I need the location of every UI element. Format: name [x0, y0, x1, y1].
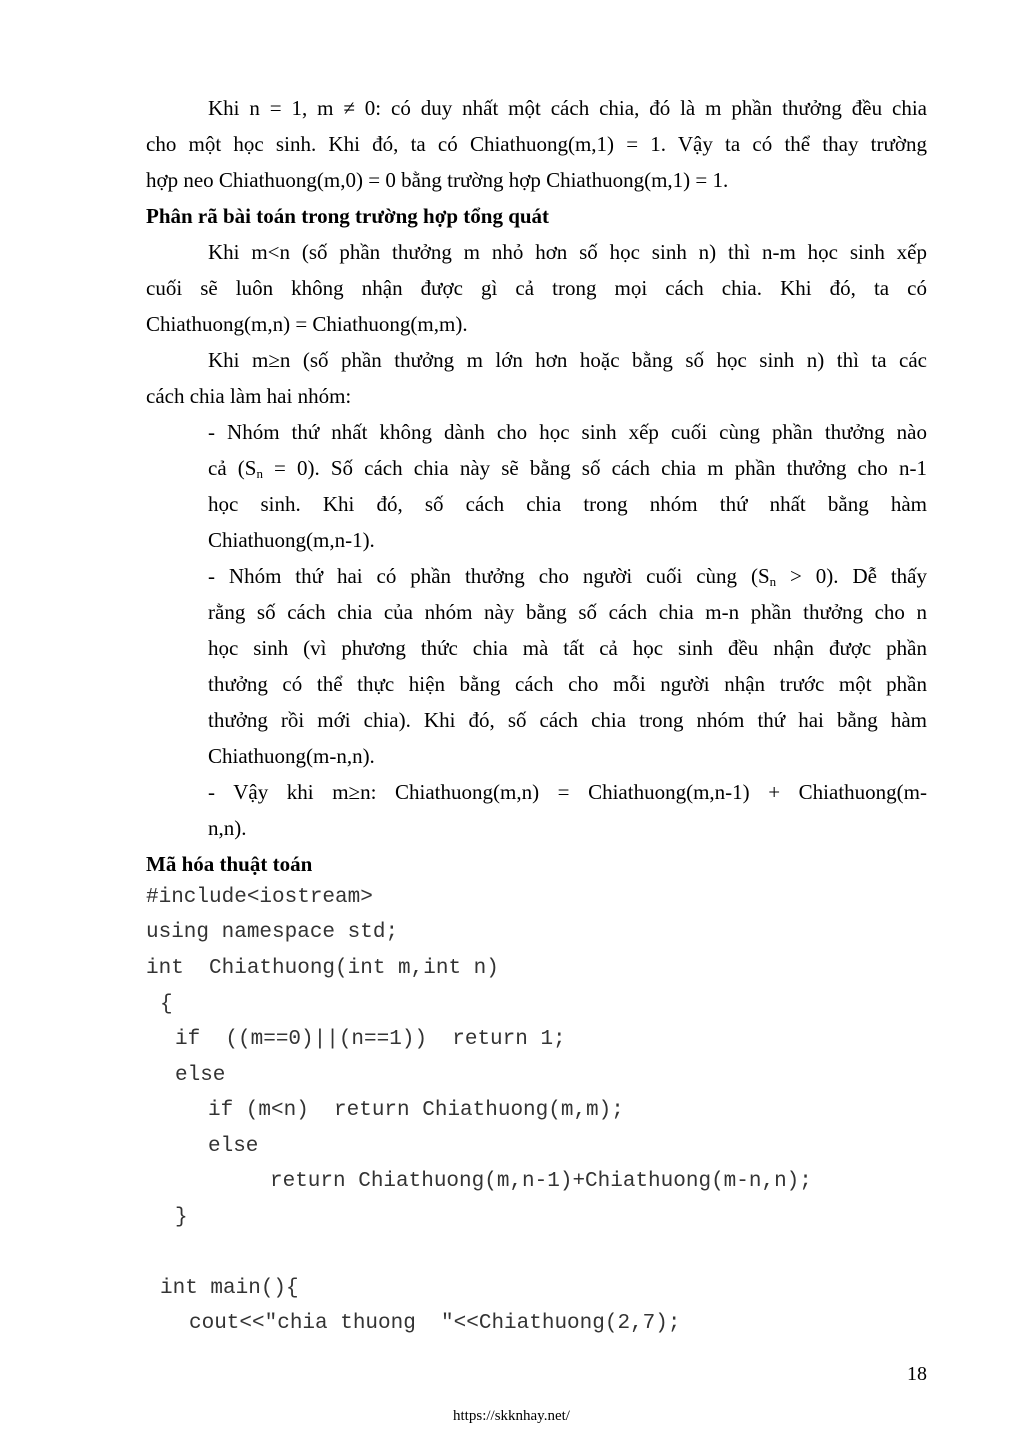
section-heading: Phân rã bài toán trong trường hợp tổng quát — [146, 204, 550, 228]
subscript: n — [769, 574, 777, 589]
bullet-line: n,n). — [208, 816, 247, 840]
code-line: int main(){ — [160, 1277, 299, 1300]
paragraph-line: cho một học sinh. Khi đó, ta có Chiathuong(m,1) = 1. Vậy ta có thể thay trường — [146, 132, 927, 156]
paragraph-line: cuối sẽ luôn không nhận được gì cả trong mọi cách chia. Khi đó, ta có — [146, 276, 927, 300]
code-line: #include<iostream> — [146, 886, 373, 909]
bullet-line: học sinh. Khi đó, số cách chia trong nhóm thứ nhất bằng hàm — [208, 492, 927, 516]
bullet-line: Chiathuong(m-n,n). — [208, 744, 375, 768]
section-heading: Mã hóa thuật toán — [146, 852, 313, 876]
code-line: { — [160, 993, 173, 1016]
code-line: return Chiathuong(m,n-1)+Chiathuong(m-n,n); — [270, 1170, 812, 1193]
bullet-line: cả $(S_n = 0)$. Số cách chia này sẽ bằng số cách chia m phần thưởng cho n-1 — [208, 456, 927, 481]
paragraph-line: Khi m<n (số phần thưởng m nhỏ hơn số học sinh n) thì n-m học sinh xếp — [208, 240, 927, 264]
code-line: else — [175, 1064, 226, 1087]
subscript: n — [256, 466, 263, 481]
code-line: using namespace std; — [146, 921, 399, 944]
paragraph-line: Khi m≥n (số phần thưởng m lớn hơn hoặc bằng số học sinh n) thì ta các — [208, 348, 927, 372]
footer-url[interactable]: https://skknhay.net/ — [453, 1408, 570, 1424]
code-line: else — [208, 1135, 259, 1158]
code-line: int Chiathuong(int m,int n) — [146, 957, 499, 980]
code-line: if ((m==0)||(n==1)) return 1; — [175, 1028, 566, 1051]
bullet-line: - Nhóm thứ hai có phần thưởng cho người cuối cùng $(S_n > 0)$. Dễ thấy — [208, 564, 927, 589]
bullet-line: học sinh (vì phương thức chia mà tất cả học sinh đều nhận được phần — [208, 636, 927, 660]
bullet-line: - Nhóm thứ nhất không dành cho học sinh xếp cuối cùng phần thưởng nào — [208, 420, 927, 444]
paragraph-line: hợp neo Chiathuong(m,0) = 0 bằng trường hợp Chiathuong(m,1) = 1. — [146, 168, 729, 192]
code-line: if (m<n) return Chiathuong(m,m); — [208, 1099, 624, 1122]
code-line: cout<<"chia thuong "<<Chiathuong(2,7); — [189, 1312, 681, 1335]
paragraph-line: Khi n = 1, m ≠ 0: có duy nhất một cách chia, đó là m phần thưởng đều chia — [208, 96, 927, 120]
bullet-line: Chiathuong(m,n-1). — [208, 528, 375, 552]
code-line: } — [175, 1206, 188, 1229]
paragraph-line: cách chia làm hai nhóm: — [146, 384, 352, 408]
bullet-line: thưởng rồi mới chia). Khi đó, số cách chia trong nhóm thứ hai bằng hàm — [208, 708, 927, 732]
bullet-line: - Vậy khi m≥n: Chiathuong(m,n) = Chiathuong(m,n-1) + Chiathuong(m- — [208, 780, 927, 804]
page-number: 18 — [907, 1363, 927, 1385]
paragraph-line: Chiathuong(m,n) = Chiathuong(m,m). — [146, 312, 468, 336]
bullet-line: thưởng có thể thực hiện bằng cách cho mỗi người nhận trước một phần — [208, 672, 927, 696]
bullet-line: rằng số cách chia của nhóm này bằng số cách chia m-n phần thưởng cho n — [208, 600, 927, 624]
